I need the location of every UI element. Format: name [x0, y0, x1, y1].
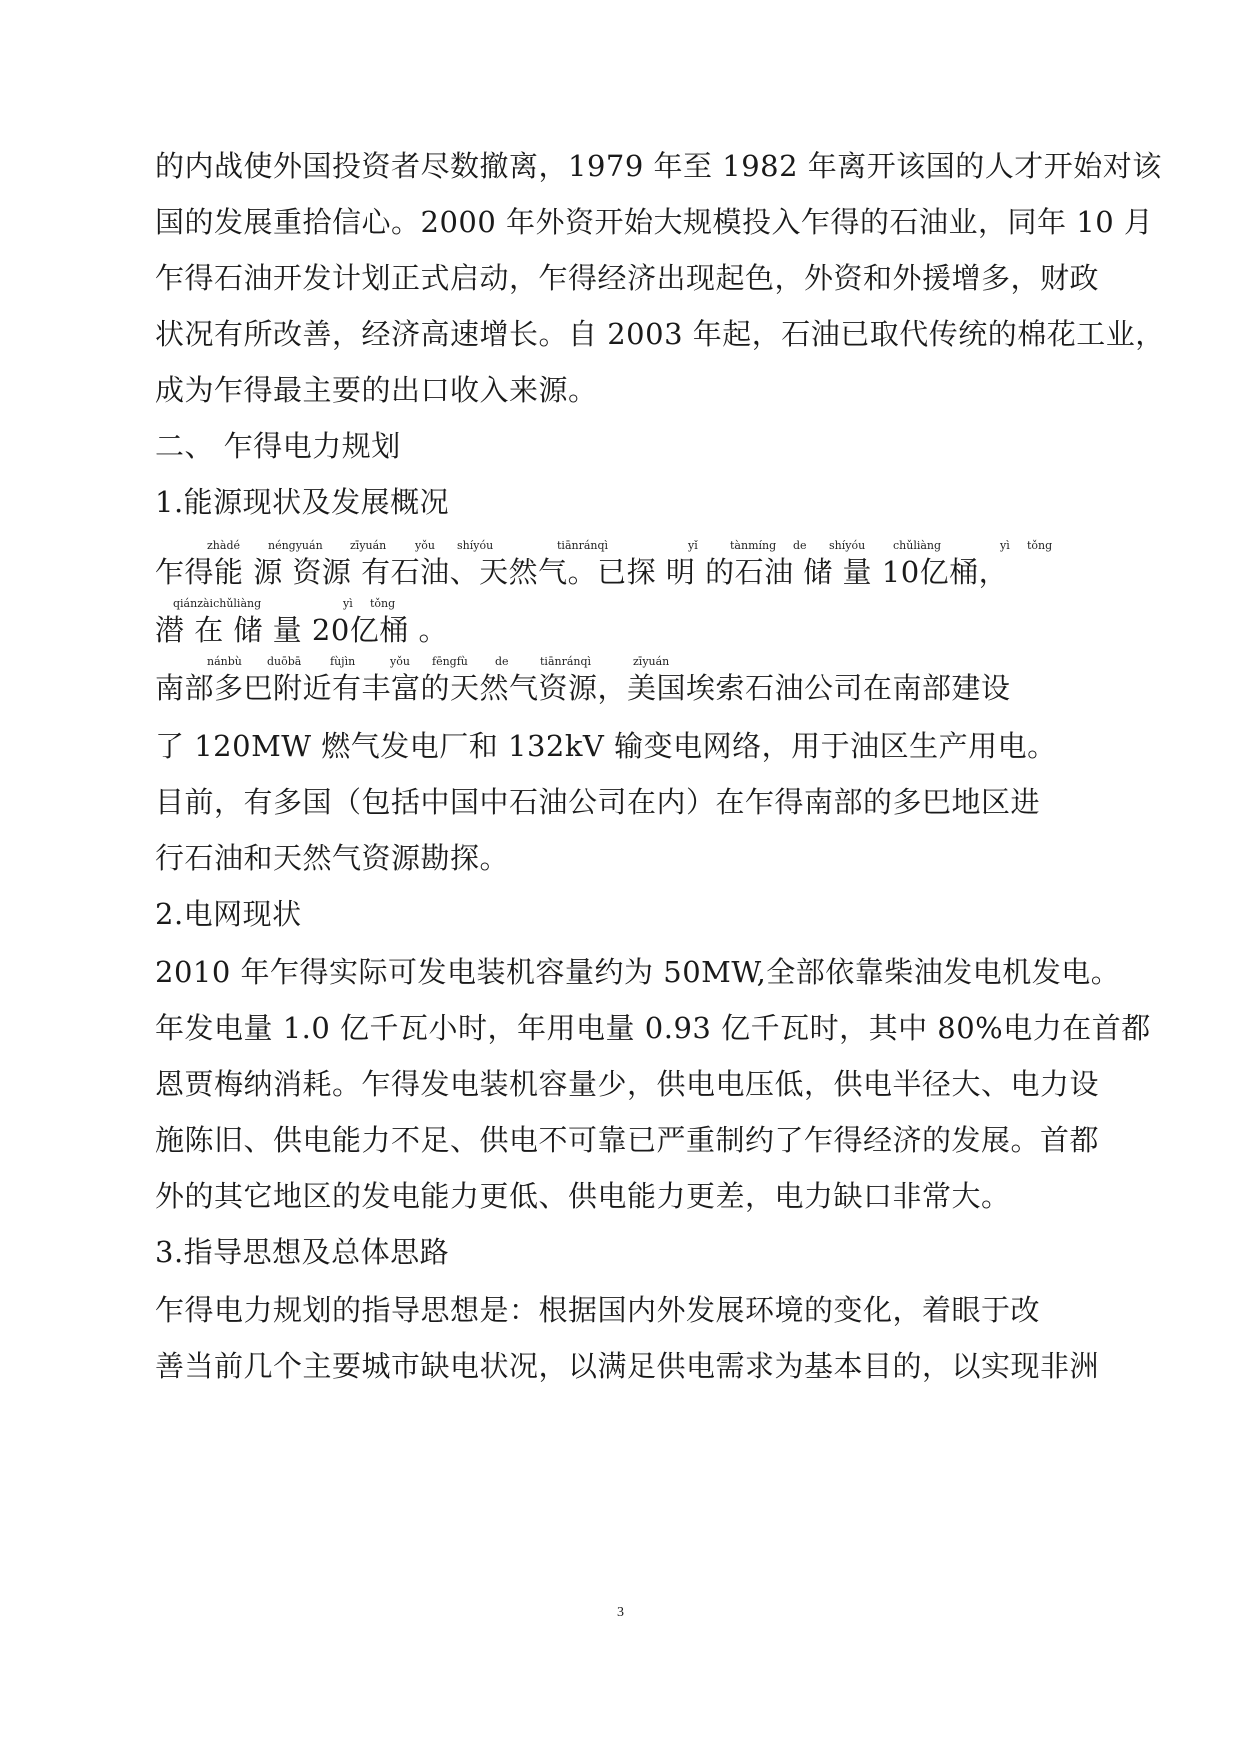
paragraph-line: 年发电量 1.0 亿千瓦小时，年用电量 0.93 亿千瓦时，其中 80%电力在首都 [155, 1011, 1151, 1045]
subsection-heading: 3.指导思想及总体思路 [155, 1235, 450, 1269]
pinyin-word: zīyuán [350, 539, 387, 552]
paragraph-line: 乍得石油开发计划正式启动，乍得经济出现起色，外资和外援增多，财政 [155, 261, 1100, 295]
paragraph-line: 施陈旧、供电能力不足、供电不可靠已严重制约了乍得经济的发展。首都 [155, 1123, 1100, 1157]
pinyin-word: yǐ [688, 539, 698, 552]
pinyin-word: shíyóu [457, 539, 494, 552]
pinyin-word: tǒng [370, 597, 396, 610]
section-heading: 二、 乍得电力规划 [155, 429, 401, 463]
pinyin-word: zīyuán [633, 655, 670, 668]
paragraph-line-with-pinyin: 南部多巴附近有丰富的天然气资源，美国埃索石油公司在南部建设 [155, 671, 1011, 705]
paragraph-line: 恩贾梅纳消耗。乍得发电装机容量少，供电电压低，供电半径大、电力设 [155, 1067, 1100, 1101]
pinyin-word: yǒu [415, 539, 435, 552]
paragraph-line: 状况有所改善，经济高速增长。自 2003 年起，石油已取代传统的棉花工业， [155, 317, 1165, 351]
pinyin-word: fēngfù [432, 655, 468, 668]
paragraph-line: 了 120MW 燃气发电厂和 132kV 输变电网络，用于油区生产用电。 [155, 729, 1057, 763]
pinyin-word: zhàdé [207, 539, 240, 552]
pinyin-word: de [793, 539, 807, 552]
paragraph-line: 善当前几个主要城市缺电状况，以满足供电需求为基本目的，以实现非洲 [155, 1349, 1100, 1383]
pinyin-word: fùjìn [330, 655, 356, 668]
paragraph-line: 乍得电力规划的指导思想是：根据国内外发展环境的变化，着眼于改 [155, 1293, 1041, 1327]
paragraph-line-with-pinyin: 潜 在 储 量 20亿桶 。 [155, 613, 448, 647]
paragraph-line: 外的其它地区的发电能力更低、供电能力更差，电力缺口非常大。 [155, 1179, 1011, 1213]
paragraph-line: 2010 年乍得实际可发电装机容量约为 50MW,全部依靠柴油发电机发电。 [155, 955, 1121, 989]
pinyin-word: qiánzàichǔliàng [173, 597, 262, 610]
paragraph-line-with-pinyin: 乍得能 源 资源 有石油、天然气。已探 明 的石油 储 量 10亿桶， [155, 555, 1009, 589]
pinyin-word: nánbù [207, 655, 242, 668]
page-number: 3 [617, 1605, 624, 1620]
pinyin-word: tànmíng [730, 539, 777, 552]
pinyin-word: de [495, 655, 509, 668]
subsection-heading: 1.能源现状及发展概况 [155, 485, 450, 519]
pinyin-word: tiānránqì [557, 539, 609, 552]
paragraph-line: 行石油和天然气资源勘探。 [155, 841, 510, 875]
pinyin-word: tǒng [1027, 539, 1053, 552]
paragraph-line: 的内战使外国投资者尽数撤离，1979 年至 1982 年离开该国的人才开始对该 [155, 149, 1162, 183]
pinyin-word: yì [343, 597, 353, 610]
pinyin-word: néngyuán [268, 539, 323, 552]
paragraph-line: 国的发展重拾信心。2000 年外资开始大规模投入乍得的石油业，同年 10 月 [155, 205, 1154, 239]
subsection-heading: 2.电网现状 [155, 897, 302, 931]
pinyin-word: yǒu [390, 655, 410, 668]
pinyin-word: duōbā [267, 655, 302, 668]
paragraph-line: 成为乍得最主要的出口收入来源。 [155, 373, 598, 407]
paragraph-line: 目前，有多国（包括中国中石油公司在内）在乍得南部的多巴地区进 [155, 785, 1041, 819]
pinyin-word: tiānránqì [540, 655, 592, 668]
pinyin-word: chǔliàng [893, 539, 942, 552]
pinyin-word: yì [1000, 539, 1010, 552]
pinyin-word: shíyóu [829, 539, 866, 552]
